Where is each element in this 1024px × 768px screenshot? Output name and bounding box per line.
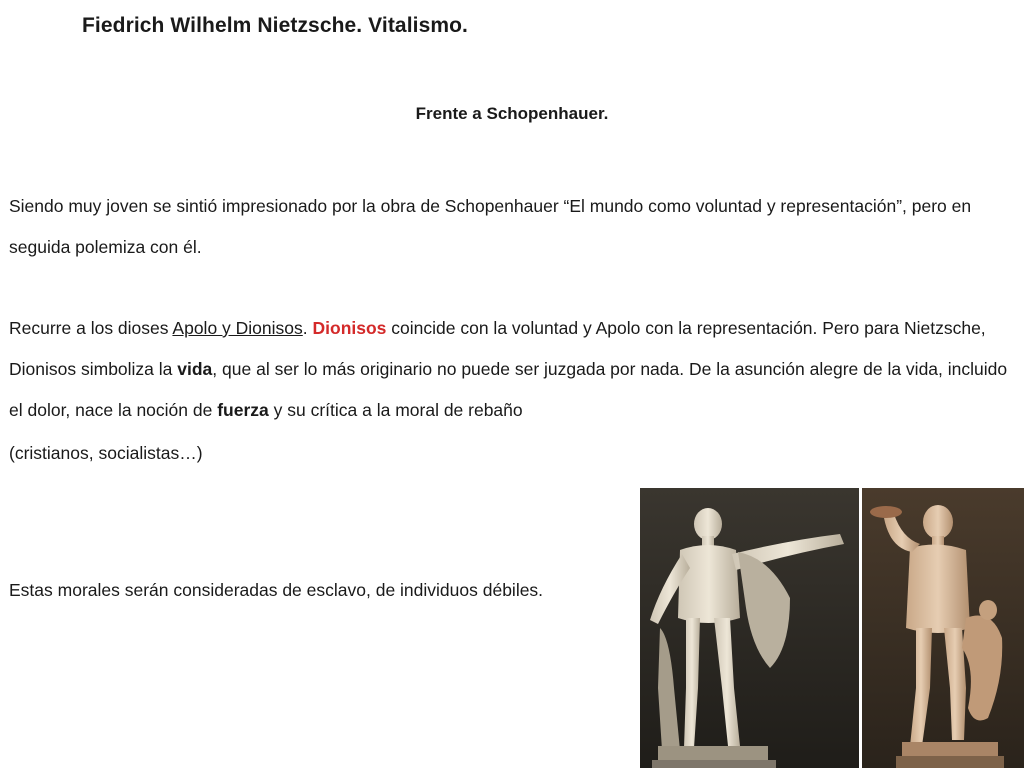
bold-fuerza: fuerza: [217, 400, 269, 420]
underlined-gods: Apolo y Dionisos: [172, 318, 303, 338]
bold-vida: vida: [177, 359, 213, 379]
paragraph-morales: Estas morales serán consideradas de esclavo, de individuos débiles.: [9, 580, 544, 600]
text-segment: .: [302, 318, 313, 338]
slide-title: Fiedrich Wilhelm Nietzsche. Vitalismo.: [82, 14, 468, 37]
text-segment: Recurre a los dioses: [9, 318, 173, 338]
highlight-dionisos: Dionisos: [312, 318, 387, 338]
text-segment: , que al ser lo más originario no puede ser juzgada por nada. De la asunción alegre de la vida, incluido el dolor, nace la noción de: [9, 359, 1008, 420]
statues-photo: [640, 488, 1024, 768]
text-last-line: (cristianos, socialistas…): [9, 443, 203, 463]
paragraph-apolo-dionisos: [9, 308, 1019, 474]
text-segment: y su crítica a la moral de rebaño: [268, 400, 523, 420]
apolo-dionisos-statues-image: [640, 488, 1024, 768]
slide-subtitle: Frente a Schopenhauer.: [415, 104, 609, 123]
text-segment: coincide con la voluntad y Apolo con la representación. Pero para Nietzsche, Dionisos simboliza la: [9, 318, 986, 379]
paragraph-schopenhauer: Siendo muy joven se sintió impresionado por la obra de Schopenhauer “El mundo como voluntad y representación”, pero en seguida polemiza con él.: [9, 196, 972, 257]
